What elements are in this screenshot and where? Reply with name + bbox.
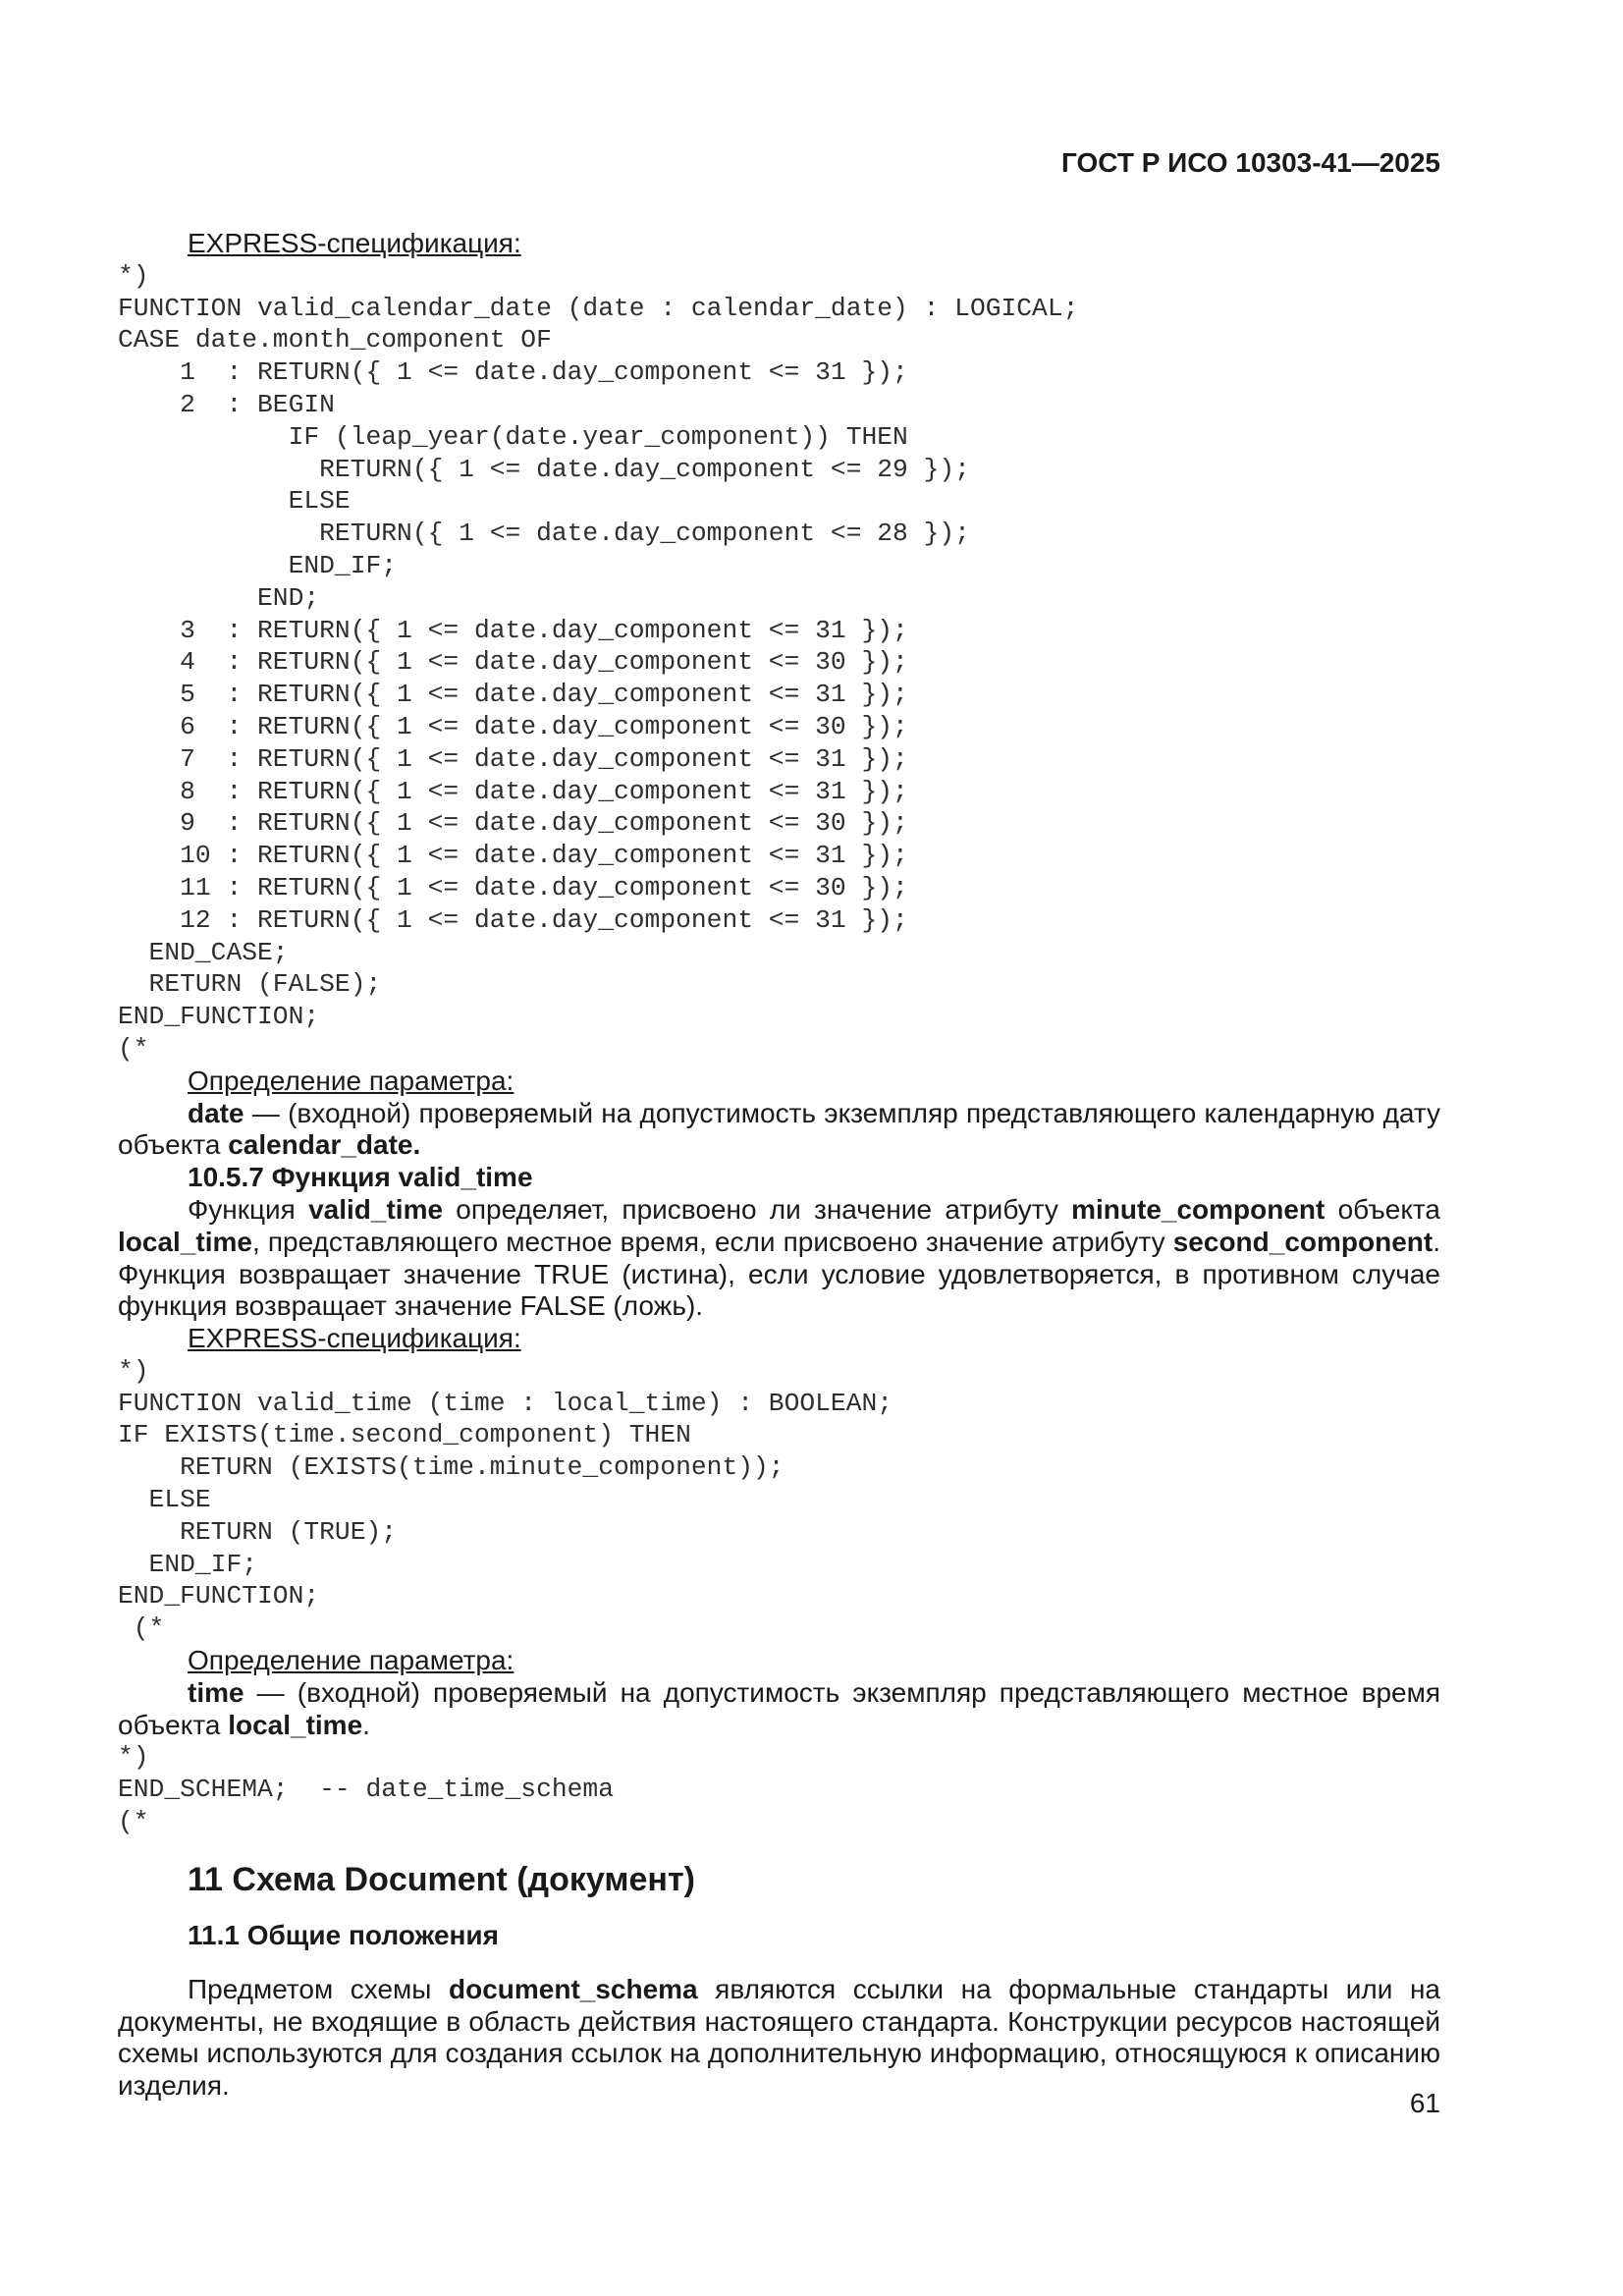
param-type: local_time — [228, 1709, 363, 1740]
text-run: , представляющего местное время, если присвоено значение атрибуту — [251, 1226, 1173, 1257]
express-spec-label: EXPRESS-спецификация: — [188, 1323, 521, 1354]
code-line: 7 : RETURN({ 1 <= date.day_component <= 31 }); — [118, 743, 908, 774]
text-run: определяет, присвоено ли значение атрибуту — [443, 1193, 1072, 1225]
term-valid-time: valid_time — [308, 1193, 444, 1225]
code-line: ELSE — [118, 1485, 211, 1515]
code-line: END_FUNCTION; — [118, 1002, 320, 1032]
code-line: 4 : RETURN({ 1 <= date.day_component <= 30 }); — [118, 647, 908, 678]
code-line: 2 : BEGIN — [118, 389, 335, 419]
term-second-component: second_component — [1172, 1226, 1434, 1257]
code-line: (* — [118, 1613, 165, 1644]
code-line: RETURN (FALSE); — [118, 969, 382, 1000]
text-run: объекта — [1325, 1193, 1440, 1225]
param-name: time — [188, 1676, 244, 1708]
parameter-time-definition — [118, 1677, 1440, 1742]
param-text: — (входной) проверяемый на допустимость экземпляр представляющего местное время объекта — [118, 1676, 1440, 1740]
code-line: *) — [118, 1355, 149, 1386]
text-run: Функция — [188, 1193, 309, 1225]
code-line: IF (leap_year(date.year_component)) THEN — [118, 421, 908, 452]
code-line: END_FUNCTION; — [118, 1581, 320, 1612]
code-line: (* — [118, 1033, 149, 1064]
code-line: 9 : RETURN({ 1 <= date.day_component <= 30 }); — [118, 808, 908, 839]
term-minute-component: minute_component — [1071, 1193, 1325, 1225]
code-line: END; — [118, 582, 320, 613]
code-line: RETURN (TRUE); — [118, 1516, 398, 1547]
express-spec-label: EXPRESS-спецификация: — [188, 228, 521, 258]
parameter-definition-label: Определение параметра: — [188, 1065, 514, 1096]
code-line: ELSE — [118, 486, 351, 517]
code-line: 1 : RETURN({ 1 <= date.day_component <= 31 }); — [118, 357, 908, 388]
code-line: 6 : RETURN({ 1 <= date.day_component <= 30 }); — [118, 711, 908, 741]
code-line: END_CASE; — [118, 937, 289, 967]
param-name: date — [188, 1097, 244, 1128]
code-line: 5 : RETURN({ 1 <= date.day_component <= 31 }); — [118, 680, 908, 710]
document-body — [118, 228, 1440, 2103]
document-schema-description — [118, 1974, 1440, 2103]
code-line: *) — [118, 1742, 149, 1773]
code-line: 11 : RETURN({ 1 <= date.day_component <= 30 }); — [118, 872, 908, 902]
code-line: (* — [118, 1807, 149, 1837]
param-tail: . — [362, 1709, 370, 1740]
code-line: END_SCHEMA; -- date_time_schema — [118, 1775, 614, 1805]
term-local-time: local_time — [118, 1226, 252, 1257]
section-title-11: 11 Схема Document (документ) — [188, 1860, 695, 1898]
code-line: 3 : RETURN({ 1 <= date.day_component <= 31 }); — [118, 615, 908, 645]
code-line: 12 : RETURN({ 1 <= date.day_component <= 31 }); — [118, 904, 908, 935]
code-line: CASE date.month_component OF — [118, 325, 552, 355]
code-line: FUNCTION valid_calendar_date (date : calendar_date) : LOGICAL; — [118, 293, 1079, 323]
page-number: 61 — [1409, 2088, 1440, 2118]
code-line: 10 : RETURN({ 1 <= date.day_component <= 31 }); — [118, 841, 908, 871]
code-line: IF EXISTS(time.second_component) THEN — [118, 1420, 691, 1450]
code-line: END_IF; — [118, 1549, 258, 1579]
code-line: 8 : RETURN({ 1 <= date.day_component <= 31 }); — [118, 776, 908, 806]
code-line: RETURN({ 1 <= date.day_component <= 29 }); — [118, 454, 970, 484]
document-header: ГОСТ Р ИСО 10303-41—2025 — [1061, 147, 1440, 178]
text-run: . Функция возвращает значение TRUE (истина), если условие удовлетворяется, в противном случае функция возвращает значение FALSE (ложь). — [118, 1226, 1440, 1322]
term-document-schema: document_schema — [448, 1973, 698, 2004]
express-code-valid-calendar-date — [118, 260, 1440, 1066]
code-line: *) — [118, 260, 149, 291]
parameter-definition-label: Определение параметра: — [188, 1645, 514, 1676]
valid-time-description — [118, 1194, 1440, 1323]
code-line: RETURN (EXISTS(time.minute_component)); — [118, 1452, 784, 1483]
code-line: FUNCTION valid_time (time : local_time) : BOOLEAN; — [118, 1388, 893, 1418]
express-code-end-schema — [118, 1741, 1440, 1837]
code-line: RETURN({ 1 <= date.day_component <= 28 }); — [118, 519, 970, 549]
parameter-date-definition — [118, 1098, 1440, 1163]
param-type: calendar_date. — [228, 1129, 421, 1161]
subsection-title-10-5-7: 10.5.7 Функция valid_time — [188, 1162, 533, 1193]
param-text: — (входной) проверяемый на допустимость экземпляр представляющего календарную дату объекта — [118, 1097, 1440, 1161]
subsection-title-11-1: 11.1 Общие положения — [188, 1919, 499, 1950]
express-code-valid-time — [118, 1355, 1440, 1645]
code-line: END_IF; — [118, 550, 398, 580]
text-run: Предметом схемы — [188, 1973, 449, 2004]
text-run: являются ссылки на формальные стандарты или на документы, не входящие в область действия настоящего стандарта. Конструкции ресурсов настоящей схемы используются для создания ссылок на дополнительную информацию, относящуюся к описанию изделия. — [118, 1973, 1440, 2102]
